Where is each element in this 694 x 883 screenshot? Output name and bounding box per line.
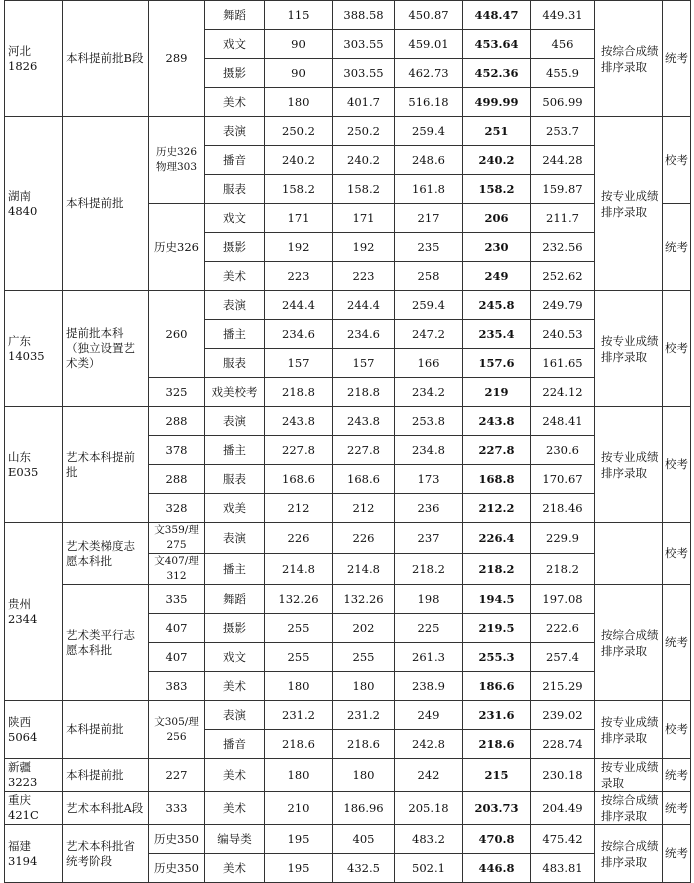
- province-cell: 陕西5064: [5, 701, 63, 759]
- min-score-cell: 219.5: [463, 614, 531, 643]
- score-cell: 168.6: [333, 465, 395, 494]
- major-cell: 戏美校考: [205, 378, 265, 407]
- province-cell: 湖南4840: [5, 117, 63, 291]
- major-cell: 美术: [205, 854, 265, 883]
- major-cell: 表演: [205, 407, 265, 436]
- batch-cell: 艺术本科提前批: [63, 407, 149, 523]
- batch-cell: 本科提前批: [63, 117, 149, 291]
- score-cell: 212: [333, 494, 395, 523]
- score-cell: 388.58: [333, 1, 395, 30]
- major-cell: 播主: [205, 320, 265, 349]
- score-cell: 235: [395, 233, 463, 262]
- quota-cell: 288: [149, 465, 205, 494]
- score-cell: 115: [265, 1, 333, 30]
- score-cell: 455.9: [531, 59, 595, 88]
- exam-type-cell: 统考: [663, 792, 691, 825]
- score-cell: 234.8: [395, 436, 463, 465]
- min-score-cell: 235.4: [463, 320, 531, 349]
- batch-cell: 提前批本科（独立设置艺术类）: [63, 291, 149, 407]
- score-cell: 247.2: [395, 320, 463, 349]
- score-cell: 459.01: [395, 30, 463, 59]
- min-score-cell: 446.8: [463, 854, 531, 883]
- exam-type-cell: 统考: [663, 825, 691, 883]
- score-cell: 161.65: [531, 349, 595, 378]
- quota-cell: 383: [149, 672, 205, 701]
- rule-cell: 按综合成绩排序录取: [595, 1, 663, 117]
- score-cell: 255: [333, 643, 395, 672]
- major-cell: 表演: [205, 701, 265, 730]
- score-cell: 218.8: [333, 378, 395, 407]
- exam-type-cell: 校考: [663, 407, 691, 523]
- rule-cell: 按综合成绩排序录取: [595, 825, 663, 883]
- score-cell: 240.2: [333, 146, 395, 175]
- major-cell: 舞蹈: [205, 1, 265, 30]
- score-cell: 186.96: [333, 792, 395, 825]
- score-cell: 234.2: [395, 378, 463, 407]
- score-cell: 192: [333, 233, 395, 262]
- score-cell: 248.41: [531, 407, 595, 436]
- score-cell: 171: [333, 204, 395, 233]
- province-cell: 贵州2344: [5, 523, 63, 701]
- quota-cell: 288: [149, 407, 205, 436]
- score-cell: 223: [265, 262, 333, 291]
- quota-cell: 333: [149, 792, 205, 825]
- score-cell: 157: [265, 349, 333, 378]
- min-score-cell: 203.73: [463, 792, 531, 825]
- major-cell: 摄影: [205, 614, 265, 643]
- quota-cell: 历史350: [149, 825, 205, 854]
- score-cell: 255: [265, 614, 333, 643]
- score-cell: 303.55: [333, 59, 395, 88]
- score-cell: 173: [395, 465, 463, 494]
- score-cell: 166: [395, 349, 463, 378]
- score-cell: 218.2: [395, 554, 463, 585]
- score-cell: 303.55: [333, 30, 395, 59]
- rule-cell: [595, 523, 663, 585]
- score-cell: 243.8: [333, 407, 395, 436]
- score-cell: 215.29: [531, 672, 595, 701]
- exam-type-cell: 统考: [663, 204, 691, 291]
- score-cell: 180: [333, 759, 395, 792]
- score-cell: 257.4: [531, 643, 595, 672]
- province-cell: 河北1826: [5, 1, 63, 117]
- score-cell: 218.2: [531, 554, 595, 585]
- score-cell: 168.6: [265, 465, 333, 494]
- score-cell: 432.5: [333, 854, 395, 883]
- score-cell: 226: [265, 523, 333, 554]
- rule-cell: 按专业成绩排序录取: [595, 117, 663, 291]
- major-cell: 戏文: [205, 204, 265, 233]
- min-score-cell: 453.64: [463, 30, 531, 59]
- score-cell: 244.4: [333, 291, 395, 320]
- min-score-cell: 158.2: [463, 175, 531, 204]
- major-cell: 播主: [205, 554, 265, 585]
- score-cell: 212: [265, 494, 333, 523]
- major-cell: 表演: [205, 291, 265, 320]
- score-cell: 180: [265, 672, 333, 701]
- score-cell: 236: [395, 494, 463, 523]
- score-cell: 227.8: [265, 436, 333, 465]
- score-cell: 229.9: [531, 523, 595, 554]
- batch-cell: 艺术类梯度志愿本科批: [63, 523, 149, 585]
- min-score-cell: 194.5: [463, 585, 531, 614]
- table-row: [5, 825, 691, 854]
- score-cell: 224.12: [531, 378, 595, 407]
- score-cell: 180: [333, 672, 395, 701]
- score-cell: 198: [395, 585, 463, 614]
- major-cell: 编导类: [205, 825, 265, 854]
- score-cell: 237: [395, 523, 463, 554]
- min-score-cell: 230: [463, 233, 531, 262]
- major-cell: 戏文: [205, 643, 265, 672]
- min-score-cell: 218.6: [463, 730, 531, 759]
- score-cell: 258: [395, 262, 463, 291]
- major-cell: 服表: [205, 349, 265, 378]
- exam-type-cell: 校考: [663, 291, 691, 407]
- score-cell: 180: [265, 88, 333, 117]
- score-cell: 214.8: [265, 554, 333, 585]
- batch-cell: 艺术本科批A段: [63, 792, 149, 825]
- score-cell: 239.02: [531, 701, 595, 730]
- score-cell: 250.2: [333, 117, 395, 146]
- quota-cell: 328: [149, 494, 205, 523]
- score-cell: 90: [265, 59, 333, 88]
- major-cell: 摄影: [205, 233, 265, 262]
- score-cell: 244.28: [531, 146, 595, 175]
- min-score-cell: 186.6: [463, 672, 531, 701]
- score-cell: 234.6: [333, 320, 395, 349]
- quota-cell: 335: [149, 585, 205, 614]
- min-score-cell: 245.8: [463, 291, 531, 320]
- table-row: [5, 291, 691, 320]
- exam-type-cell: 校考: [663, 117, 691, 204]
- score-cell: 249.79: [531, 291, 595, 320]
- score-cell: 259.4: [395, 117, 463, 146]
- score-cell: 483.2: [395, 825, 463, 854]
- quota-cell: 历史350: [149, 854, 205, 883]
- score-cell: 132.26: [265, 585, 333, 614]
- quota-cell: 407: [149, 643, 205, 672]
- major-cell: 美术: [205, 759, 265, 792]
- score-cell: 158.2: [333, 175, 395, 204]
- score-cell: 218.6: [265, 730, 333, 759]
- min-score-cell: 219: [463, 378, 531, 407]
- score-cell: 502.1: [395, 854, 463, 883]
- quota-cell: 407: [149, 614, 205, 643]
- table-row: [5, 523, 691, 554]
- score-cell: 217: [395, 204, 463, 233]
- quota-cell: 文305/理256: [149, 701, 205, 759]
- table-row: [5, 585, 691, 614]
- score-cell: 90: [265, 30, 333, 59]
- min-score-cell: 157.6: [463, 349, 531, 378]
- score-cell: 227.8: [333, 436, 395, 465]
- major-cell: 美术: [205, 262, 265, 291]
- score-cell: 218.6: [333, 730, 395, 759]
- score-cell: 242: [395, 759, 463, 792]
- major-cell: 摄影: [205, 59, 265, 88]
- exam-type-cell: 统考: [663, 759, 691, 792]
- exam-type-cell: 校考: [663, 701, 691, 759]
- quota-cell: 227: [149, 759, 205, 792]
- quota-cell: 历史326: [149, 204, 205, 291]
- min-score-cell: 227.8: [463, 436, 531, 465]
- major-cell: 美术: [205, 672, 265, 701]
- min-score-cell: 448.47: [463, 1, 531, 30]
- major-cell: 播音: [205, 730, 265, 759]
- table-row: [5, 407, 691, 436]
- score-cell: 222.6: [531, 614, 595, 643]
- score-cell: 197.08: [531, 585, 595, 614]
- score-cell: 231.2: [265, 701, 333, 730]
- major-cell: 表演: [205, 523, 265, 554]
- score-cell: 248.6: [395, 146, 463, 175]
- score-cell: 253.7: [531, 117, 595, 146]
- score-cell: 230.18: [531, 759, 595, 792]
- table-row: [5, 701, 691, 730]
- score-cell: 259.4: [395, 291, 463, 320]
- score-cell: 462.73: [395, 59, 463, 88]
- score-cell: 195: [265, 854, 333, 883]
- score-cell: 506.99: [531, 88, 595, 117]
- score-cell: 192: [265, 233, 333, 262]
- rule-cell: 按综合成绩排序录取: [595, 792, 663, 825]
- score-cell: 250.2: [265, 117, 333, 146]
- min-score-cell: 231.6: [463, 701, 531, 730]
- major-cell: 舞蹈: [205, 585, 265, 614]
- score-cell: 218.46: [531, 494, 595, 523]
- major-cell: 播主: [205, 436, 265, 465]
- score-cell: 255: [265, 643, 333, 672]
- table-row: [5, 759, 691, 792]
- min-score-cell: 206: [463, 204, 531, 233]
- major-cell: 服表: [205, 175, 265, 204]
- score-cell: 242.8: [395, 730, 463, 759]
- rule-cell: 按专业成绩排序录取: [595, 291, 663, 407]
- batch-cell: 艺术本科批省统考阶段: [63, 825, 149, 883]
- score-cell: 243.8: [265, 407, 333, 436]
- batch-cell: 艺术类平行志愿本科批: [63, 585, 149, 701]
- score-cell: 475.42: [531, 825, 595, 854]
- min-score-cell: 168.8: [463, 465, 531, 494]
- score-cell: 240.2: [265, 146, 333, 175]
- min-score-cell: 243.8: [463, 407, 531, 436]
- score-cell: 230.6: [531, 436, 595, 465]
- min-score-cell: 215: [463, 759, 531, 792]
- quota-cell: 325: [149, 378, 205, 407]
- score-cell: 261.3: [395, 643, 463, 672]
- quota-cell: 378: [149, 436, 205, 465]
- quota-cell: 260: [149, 291, 205, 378]
- min-score-cell: 452.36: [463, 59, 531, 88]
- score-cell: 231.2: [333, 701, 395, 730]
- major-cell: 播音: [205, 146, 265, 175]
- min-score-cell: 255.3: [463, 643, 531, 672]
- major-cell: 美术: [205, 792, 265, 825]
- batch-cell: 本科提前批: [63, 759, 149, 792]
- score-cell: 211.7: [531, 204, 595, 233]
- quota-cell: 历史326物理303: [149, 117, 205, 204]
- province-cell: 广东14035: [5, 291, 63, 407]
- major-cell: 戏文: [205, 30, 265, 59]
- admission-score-table: [4, 0, 691, 883]
- score-cell: 253.8: [395, 407, 463, 436]
- score-cell: 240.53: [531, 320, 595, 349]
- major-cell: 表演: [205, 117, 265, 146]
- min-score-cell: 218.2: [463, 554, 531, 585]
- province-cell: 重庆421C: [5, 792, 63, 825]
- min-score-cell: 499.99: [463, 88, 531, 117]
- score-cell: 202: [333, 614, 395, 643]
- min-score-cell: 251: [463, 117, 531, 146]
- exam-type-cell: 校考: [663, 523, 691, 585]
- score-cell: 232.56: [531, 233, 595, 262]
- score-cell: 249: [395, 701, 463, 730]
- batch-cell: 本科提前批B段: [63, 1, 149, 117]
- score-cell: 223: [333, 262, 395, 291]
- min-score-cell: 249: [463, 262, 531, 291]
- score-cell: 132.26: [333, 585, 395, 614]
- score-cell: 401.7: [333, 88, 395, 117]
- min-score-cell: 212.2: [463, 494, 531, 523]
- min-score-cell: 470.8: [463, 825, 531, 854]
- min-score-cell: 226.4: [463, 523, 531, 554]
- score-cell: 159.87: [531, 175, 595, 204]
- score-cell: 170.67: [531, 465, 595, 494]
- score-cell: 456: [531, 30, 595, 59]
- score-cell: 238.9: [395, 672, 463, 701]
- score-cell: 405: [333, 825, 395, 854]
- score-cell: 180: [265, 759, 333, 792]
- score-cell: 158.2: [265, 175, 333, 204]
- score-cell: 210: [265, 792, 333, 825]
- score-cell: 516.18: [395, 88, 463, 117]
- score-cell: 205.18: [395, 792, 463, 825]
- major-cell: 服表: [205, 465, 265, 494]
- min-score-cell: 240.2: [463, 146, 531, 175]
- province-cell: 福建3194: [5, 825, 63, 883]
- rule-cell: 按综合成绩排序录取: [595, 585, 663, 701]
- score-cell: 195: [265, 825, 333, 854]
- quota-cell: 289: [149, 1, 205, 117]
- province-cell: 新疆3223: [5, 759, 63, 792]
- major-cell: 美术: [205, 88, 265, 117]
- score-cell: 218.8: [265, 378, 333, 407]
- score-cell: 449.31: [531, 1, 595, 30]
- major-cell: 戏美: [205, 494, 265, 523]
- quota-cell: 文407/理312: [149, 554, 205, 585]
- province-cell: 山东E035: [5, 407, 63, 523]
- rule-cell: 按专业成绩排序录取: [595, 701, 663, 759]
- score-cell: 171: [265, 204, 333, 233]
- table-row: [5, 792, 691, 825]
- batch-cell: 本科提前批: [63, 701, 149, 759]
- score-cell: 157: [333, 349, 395, 378]
- score-cell: 450.87: [395, 1, 463, 30]
- exam-type-cell: 统考: [663, 1, 691, 117]
- table-row: [5, 1, 691, 30]
- score-cell: 244.4: [265, 291, 333, 320]
- score-cell: 483.81: [531, 854, 595, 883]
- score-cell: 252.62: [531, 262, 595, 291]
- table-row: [5, 117, 691, 146]
- score-cell: 204.49: [531, 792, 595, 825]
- exam-type-cell: 统考: [663, 585, 691, 701]
- score-cell: 234.6: [265, 320, 333, 349]
- score-cell: 161.8: [395, 175, 463, 204]
- score-cell: 228.74: [531, 730, 595, 759]
- rule-cell: 按专业成绩排序录取: [595, 407, 663, 523]
- quota-cell: 文359/理275: [149, 523, 205, 554]
- score-cell: 225: [395, 614, 463, 643]
- rule-cell: 按专业成绩录取: [595, 759, 663, 792]
- score-cell: 226: [333, 523, 395, 554]
- score-cell: 214.8: [333, 554, 395, 585]
